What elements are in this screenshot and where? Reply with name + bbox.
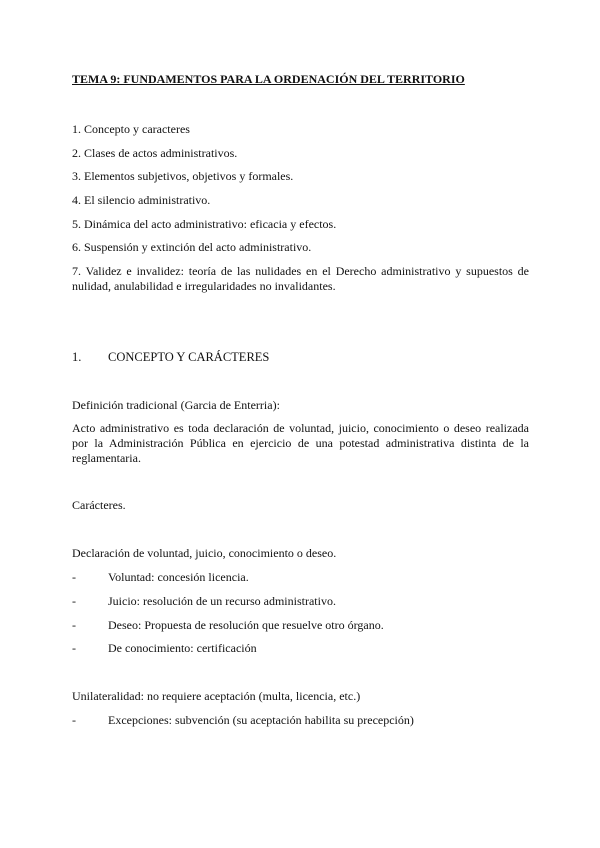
list-bullet: - (72, 570, 76, 584)
list-item: Voluntad: concesión licencia. (108, 570, 249, 584)
section-number: 1. (72, 350, 82, 364)
toc-item-1: 1. Concepto y caracteres (72, 122, 190, 136)
toc-item-3: 3. Elementos subjetivos, objetivos y formales. (72, 169, 294, 183)
declaracion-heading: Declaración de voluntad, juicio, conocimiento o deseo. (72, 546, 337, 560)
definition-heading: Definición tradicional (Garcia de Enterria): (72, 398, 280, 412)
document-title: TEMA 9: FUNDAMENTOS PARA LA ORDENACIÓN DEL TERRITORIO (72, 72, 465, 86)
list-item: Juicio: resolución de un recurso administrativo. (108, 594, 336, 608)
list-bullet: - (72, 641, 76, 655)
list-item: Deseo: Propuesta de resolución que resuelve otro órgano. (108, 618, 384, 632)
caracteres-heading: Carácteres. (72, 498, 126, 512)
toc-item-5: 5. Dinámica del acto administrativo: eficacia y efectos. (72, 217, 337, 231)
list-item: De conocimiento: certificación (108, 641, 257, 655)
list-bullet: - (72, 618, 76, 632)
toc-item-7: 7. Validez e invalidez: teoría de las nulidades en el Derecho administrativo y supuestos de nulidad, anulabilidad e irregularidades no invalidantes. (72, 264, 529, 293)
unilateralidad-heading: Unilateralidad: no requiere aceptación (multa, licencia, etc.) (72, 689, 361, 703)
definition-paragraph: Acto administrativo es toda declaración de voluntad, juicio, conocimiento o deseo realizada por la Administración Pública en ejercicio de una potestad administrativa distinta de la reglamentaria. (72, 421, 529, 465)
list-bullet: - (72, 713, 76, 727)
toc-item-6: 6. Suspensión y extinción del acto administrativo. (72, 240, 312, 254)
toc-item-2: 2. Clases de actos administrativos. (72, 146, 238, 160)
list-item: Excepciones: subvención (su aceptación habilita su precepción) (108, 713, 414, 727)
list-bullet: - (72, 594, 76, 608)
section-title: CONCEPTO Y CARÁCTERES (108, 350, 270, 364)
toc-item-4: 4. El silencio administrativo. (72, 193, 211, 207)
